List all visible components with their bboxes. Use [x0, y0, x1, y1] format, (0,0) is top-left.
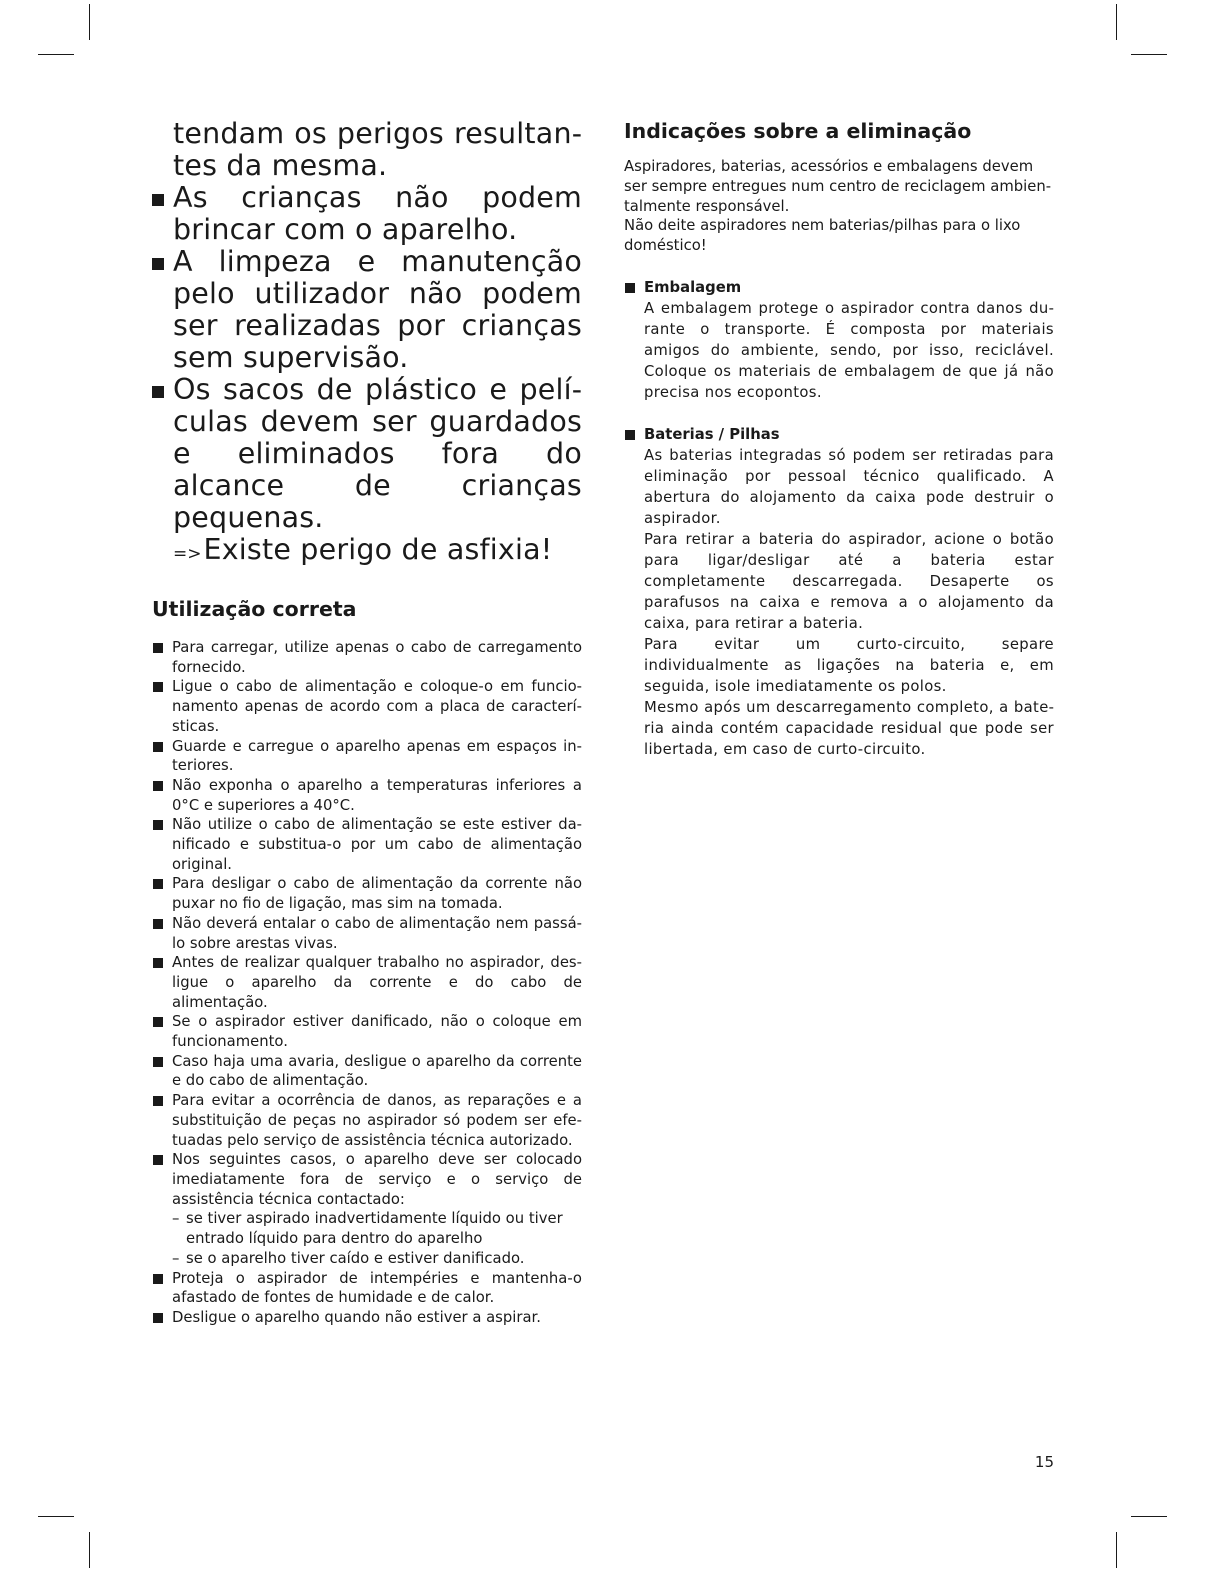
disposal-heading: Indicações sobre a eliminação: [624, 119, 972, 143]
sub-list: [172, 1209, 582, 1268]
asphyxia-warning-text: Existe perigo de asfixia!: [203, 533, 553, 566]
sub-list-item: [172, 1249, 582, 1269]
list-item-text: Para desligar o cabo de alimentação da corrente não puxar no fio de ligação, mas sim na tomada.: [172, 875, 582, 913]
crop-mark-bottom-left-horizontal: [38, 1516, 74, 1517]
large-list-item: [152, 118, 582, 182]
large-print-safety-list: [152, 118, 582, 570]
batteries-body: [644, 445, 1054, 760]
bullet-square-icon: [625, 430, 635, 440]
list-item: [152, 953, 582, 1012]
bullet-square-icon: [152, 258, 164, 270]
list-item: [152, 737, 582, 776]
list-item: [152, 1269, 582, 1308]
bullet-square-icon: [153, 1017, 163, 1027]
packaging-section: [624, 278, 1054, 403]
list-item: [152, 874, 582, 913]
list-item: [152, 914, 582, 953]
list-item-text: Proteja o aspirador de intempéries e mantenha-o afastado de fontes de humidade e de calor.: [172, 1269, 582, 1307]
crop-mark-top-right-vertical: [1116, 4, 1117, 40]
bullet-square-icon: [153, 1313, 163, 1323]
list-item: [152, 1150, 582, 1268]
large-list-item: [152, 246, 582, 374]
list-item-text: Não exponha o aparelho a temperaturas inferiores a 0°C e superiores a 40°C.: [172, 776, 582, 814]
sub-list-item-text: se tiver aspirado inadvertidamente líquido ou tiver entrado líquido para dentro do aparelho: [186, 1210, 563, 1248]
list-item-text: Nos seguintes casos, o aparelho deve ser colocado imediatamente fora de serviço e o serviço de assistência técnica contactado:: [172, 1151, 582, 1208]
bullet-square-icon: [153, 919, 163, 929]
crop-mark-top-left-horizontal: [38, 54, 74, 55]
bullet-square-icon: [153, 781, 163, 791]
bullet-square-icon: [153, 742, 163, 752]
batteries-paragraph: Mesmo após um descarregamento completo, a bateria ainda contém capacidade residual que pode ser libertada, em caso de curto-circuito.: [644, 698, 1054, 758]
sub-list-item: [172, 1209, 582, 1248]
correct-use-heading: Utilização correta: [152, 597, 357, 621]
packaging-heading: Embalagem: [644, 278, 742, 296]
bullet-square-icon: [625, 283, 635, 293]
crop-mark-top-left-vertical: [89, 4, 90, 40]
list-item-text: Se o aspirador estiver danificado, não o coloque em funcionamento.: [172, 1013, 582, 1051]
bullet-square-icon: [152, 194, 164, 206]
sub-list-item-text: se o aparelho tiver caído e estiver danificado.: [186, 1249, 525, 1267]
list-item: [152, 815, 582, 874]
bullet-square-icon: [153, 1274, 163, 1284]
disposal-intro-paragraph: Não deite aspiradores nem baterias/pilhas para o lixo doméstico!: [624, 217, 1021, 255]
list-item: [152, 776, 582, 815]
right-column: [624, 118, 1054, 760]
batteries-paragraph: As baterias integradas só podem ser retiradas para eliminação por pessoal técnico qualificado. A abertura do alojamento da caixa pode destruir o aspirador.: [644, 446, 1054, 527]
bullet-square-icon: [153, 879, 163, 889]
dash-icon: –: [172, 1210, 180, 1228]
packaging-body: [644, 298, 1054, 403]
crop-mark-bottom-right-horizontal: [1131, 1516, 1167, 1517]
arrow-icon: =>: [173, 544, 202, 564]
list-item-text: Para evitar a ocorrência de danos, as reparações e a substituição de peças no aspirador só podem ser efetuadas pelo serviço de assistência técnica autorizado.: [172, 1092, 582, 1149]
batteries-heading: Baterias / Pilhas: [644, 425, 780, 443]
list-item-text: Não deverá entalar o cabo de alimentação nem passálo sobre arestas vivas.: [172, 914, 582, 952]
packaging-paragraph: A embalagem protege o aspirador contra danos durante o transporte. É composta por materiais amigos do ambiente, sendo, por isso, reciclável. Coloque os materiais de embalagem de que já não precisa nos ecopontos.: [644, 299, 1054, 401]
bullet-square-icon: [153, 1096, 163, 1106]
list-item-text: Desligue o aparelho quando não estiver a aspirar.: [172, 1308, 541, 1326]
list-item-text: Não utilize o cabo de alimentação se este estiver danificado e substitua-o por um cabo de alimentação original.: [172, 816, 582, 873]
list-item: [152, 1091, 582, 1150]
large-list-item-text: Os sacos de plástico e películas devem ser guardados e eliminados fora do alcance de crianças pequenas.: [173, 373, 582, 534]
list-item: [152, 1012, 582, 1051]
batteries-paragraph: Para evitar um curto-circuito, separe individualmente as ligações na bateria e, em seguida, isole imediatamente os polos.: [644, 635, 1054, 695]
crop-mark-bottom-left-vertical: [89, 1532, 90, 1568]
list-item-text: Para carregar, utilize apenas o cabo de carregamento fornecido.: [172, 639, 582, 676]
large-list-item-text: A limpeza e manutenção pelo utilizador não podem ser realizadas por crianças sem supervisão.: [173, 245, 582, 374]
bullet-square-icon: [153, 1155, 163, 1165]
crop-mark-top-right-horizontal: [1131, 54, 1167, 55]
large-list-item: [152, 374, 582, 570]
disposal-intro-paragraph: Aspiradores, baterias, acessórios e embalagens devem ser sempre entregues num centro de reciclagem ambientalmente responsável.: [624, 158, 1052, 215]
list-item-text: Antes de realizar qualquer trabalho no aspirador, desligue o aparelho da corrente e do cabo de alimentação.: [172, 954, 582, 1011]
list-item: [152, 1308, 582, 1328]
list-item-text: Ligue o cabo de alimentação e coloque-o em funcionamento apenas de acordo com a placa de características.: [172, 678, 582, 735]
bullet-square-icon: [153, 643, 163, 653]
bullet-square-icon: [153, 682, 163, 692]
asphyxia-warning: [173, 534, 582, 570]
disposal-intro: [624, 157, 1054, 256]
list-item: [152, 677, 582, 736]
bullet-square-icon: [153, 958, 163, 968]
list-item-text: Guarde e carregue o aparelho apenas em espaços interiores.: [172, 737, 582, 775]
list-item: [152, 1052, 582, 1091]
large-list-item-text: tendam os perigos resultantes da mesma.: [173, 117, 582, 182]
dash-icon: –: [172, 1249, 180, 1267]
bullet-square-icon: [152, 386, 164, 398]
batteries-section: [624, 425, 1054, 760]
batteries-paragraph: Para retirar a bateria do aspirador, acione o botão para ligar/desligar até a bateria estar completamente descarregada. Desaperte os parafusos na caixa e remova a o alojamento da caixa, para retirar a bateria.: [644, 530, 1054, 632]
large-list-item: [152, 182, 582, 246]
crop-mark-bottom-right-vertical: [1116, 1532, 1117, 1568]
bullet-square-icon: [153, 1057, 163, 1067]
correct-use-list: [152, 638, 582, 1328]
list-item: [152, 638, 582, 677]
large-list-item-text: As crianças não podem brincar com o aparelho.: [173, 181, 582, 246]
page-number: 15: [1034, 1453, 1054, 1471]
bullet-square-icon: [153, 820, 163, 830]
left-column: [152, 118, 582, 1328]
list-item-text: Caso haja uma avaria, desligue o aparelho da corrente e do cabo de alimentação.: [172, 1052, 582, 1090]
